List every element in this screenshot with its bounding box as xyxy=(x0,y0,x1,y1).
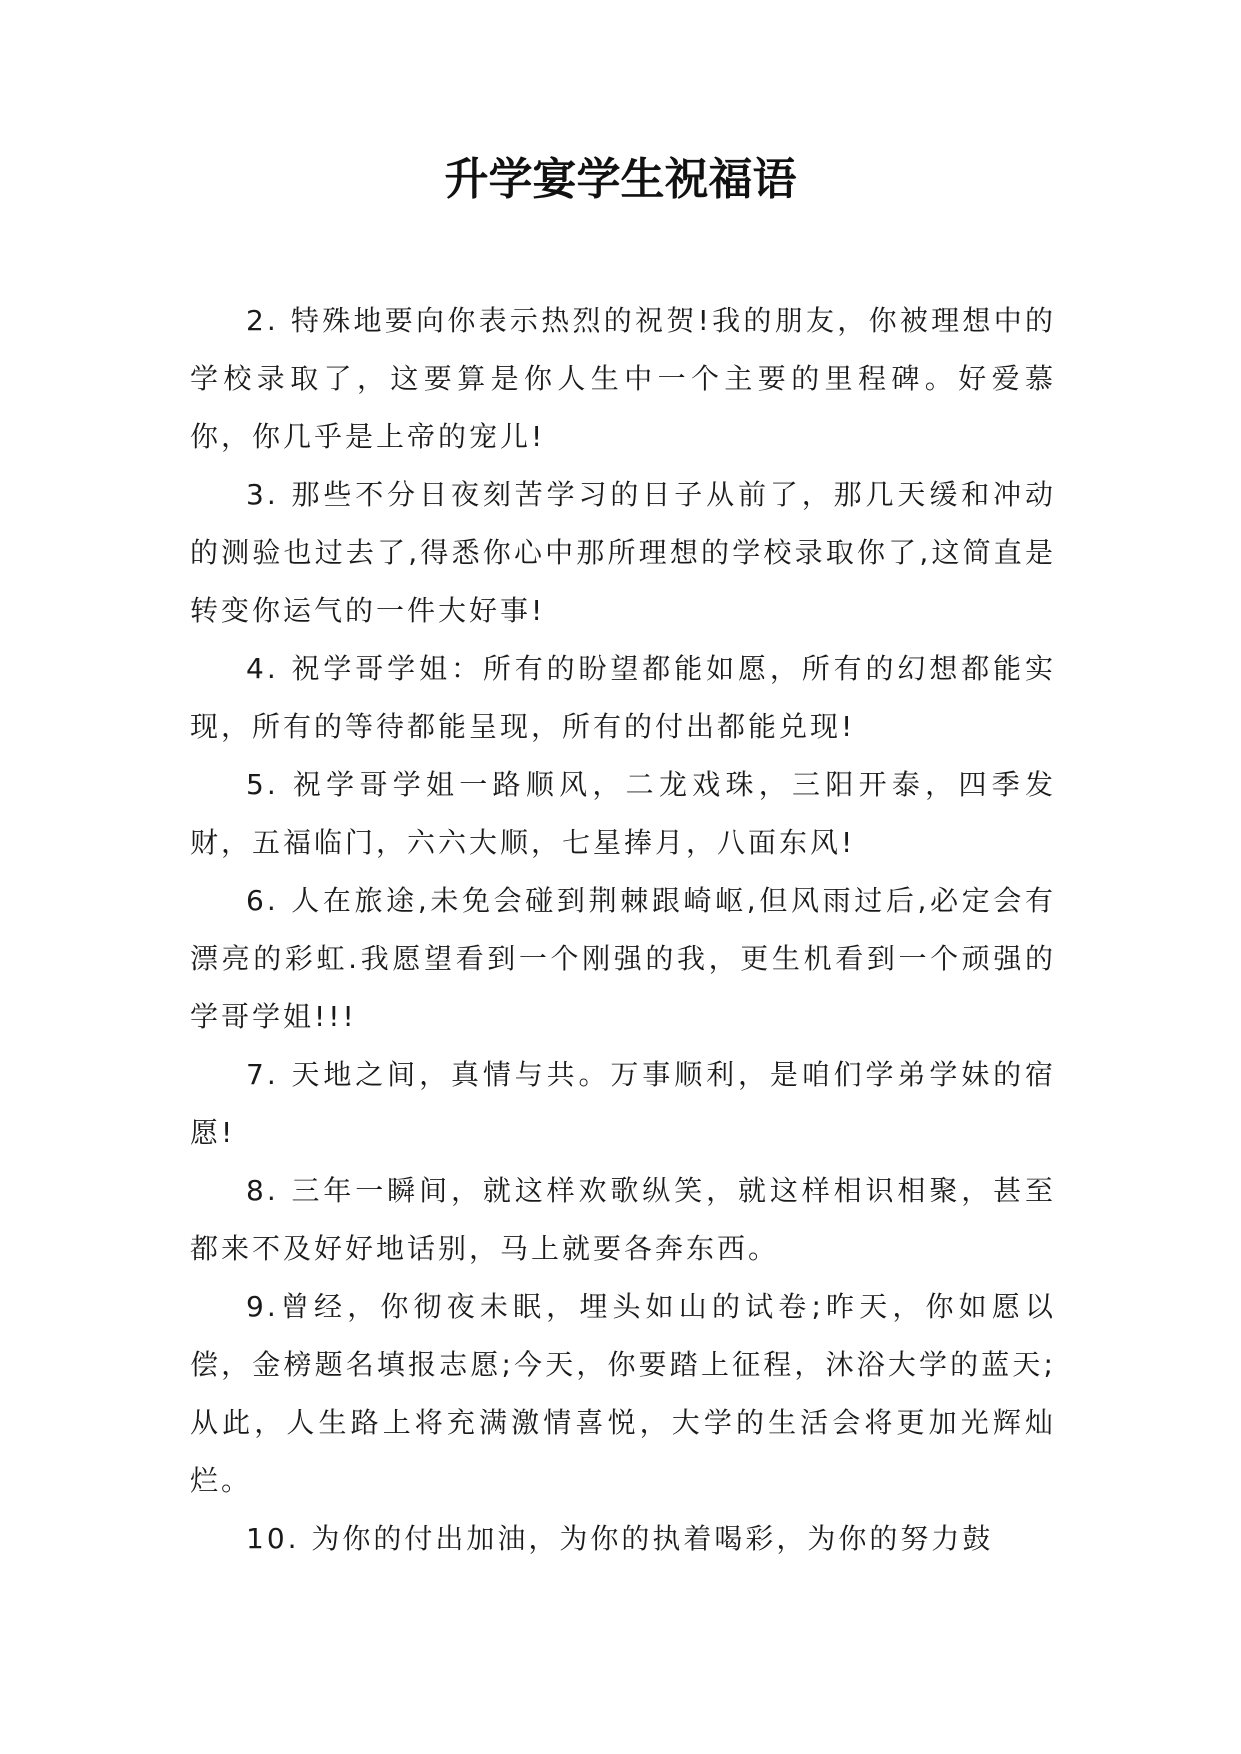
paragraph-2: 2. 特殊地要向你表示热烈的祝贺!我的朋友，你被理想中的学校录取了，这要算是你人生中一个主要的里程碑。好爱慕你，你几乎是上帝的宠儿! xyxy=(190,304,1056,453)
paragraph-4: 4. 祝学哥学姐：所有的盼望都能如愿，所有的幻想都能实现，所有的等待都能呈现，所有的付出都能兑现! xyxy=(190,652,1056,743)
paragraph-8: 8. 三年一瞬间，就这样欢歌纵笑，就这样相识相聚，甚至都来不及好好地话别，马上就要各奔东西。 xyxy=(190,1174,1056,1265)
paragraph-3: 3. 那些不分日夜刻苦学习的日子从前了，那几天缓和冲动的测验也过去了,得悉你心中那所理想的学校录取你了,这简直是转变你运气的一件大好事! xyxy=(190,478,1056,627)
paragraph-7: 7. 天地之间，真情与共。万事顺利，是咱们学弟学妹的宿愿! xyxy=(190,1058,1056,1149)
document-body xyxy=(190,292,1056,1568)
page-title: 升学宴学生祝福语 xyxy=(444,154,797,205)
paragraph-10: 10. 为你的付出加油，为你的执着喝彩，为你的努力鼓 xyxy=(246,1522,994,1555)
paragraph-9: 9.曾经，你彻夜未眠，埋头如山的试卷;昨天，你如愿以偿，金榜题名填报志愿;今天，你要踏上征程，沐浴大学的蓝天;从此，人生路上将充满激情喜悦，大学的生活会将更加光辉灿烂。 xyxy=(190,1290,1056,1497)
paragraph-5: 5. 祝学哥学姐一路顺风，二龙戏珠，三阳开泰，四季发财，五福临门，六六大顺，七星捧月，八面东风! xyxy=(190,768,1056,859)
paragraph-6: 6. 人在旅途,未免会碰到荆棘跟崎岖,但风雨过后,必定会有漂亮的彩虹.我愿望看到一个刚强的我，更生机看到一个顽强的学哥学姐!!! xyxy=(190,884,1056,1033)
